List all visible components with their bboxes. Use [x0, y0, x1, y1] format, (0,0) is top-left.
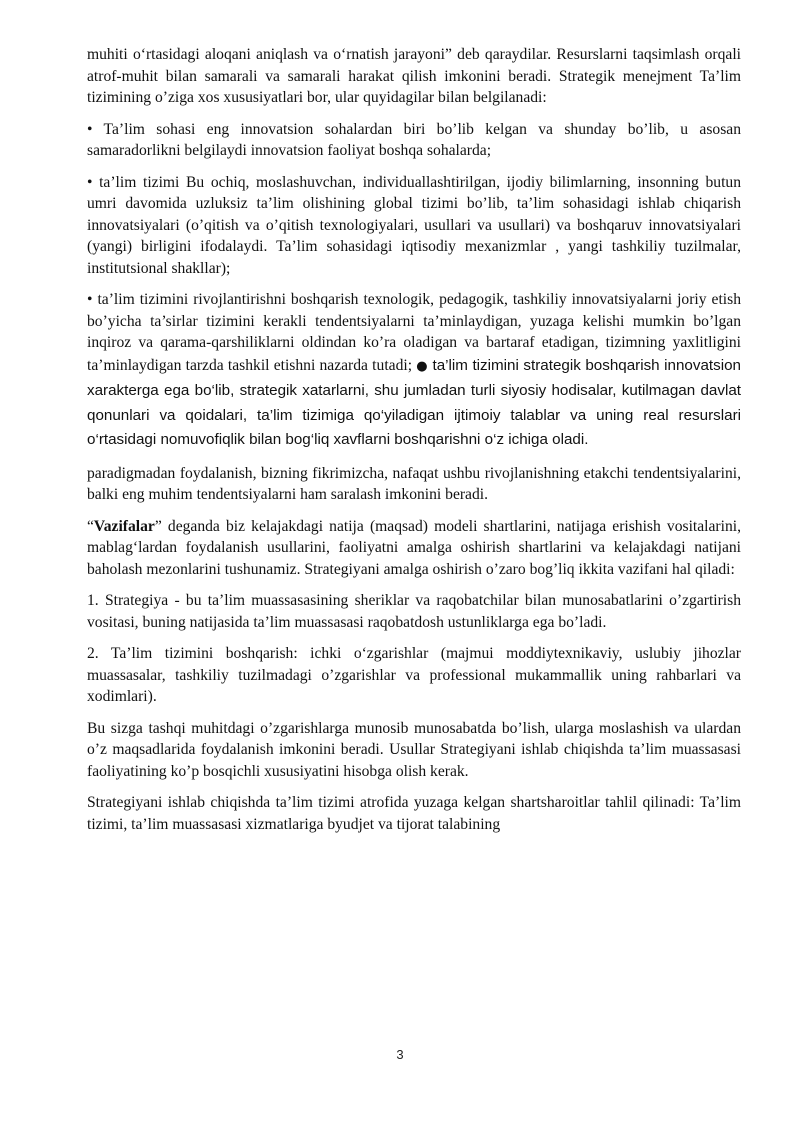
paragraph-analysis: Strategiyani ishlab chiqishda ta’lim tizimi atrofida yuzaga kelgan shartsharoitlar tahlil qilinadi: Ta’lim tizimi, ta’lim muassasasi xizmatlariga byudjet va tijorat talabining — [87, 794, 741, 833]
paragraph-intro: muhiti o‘rtasidagi aloqani aniqlash va o‘rnatish jarayoni” deb qaraydilar. Resurslarni taqsimlash orqali atrof-muhit bilan samarali va samarali harakat qilish imkonini beradi. Strategik menejment Ta’lim tizimining o’ziga xos xususiyatlari bor, ular quyidagilar bilan belgilanadi: — [87, 46, 741, 106]
paragraph-adaptation: Bu sizga tashqi muhitdagi o’zgarishlarga munosib munosabatda bo’lish, ularga moslashish va ulardan o’z maqsadlarida foydalanish imkonini beradi. Usullar Strategiyani ishlab chiqishda ta’lim muassasasi faoliyatining ko’p bosqichli xususiyatini hisobga olish kerak. — [87, 719, 741, 780]
bullet-item-3 — [87, 289, 741, 453]
bullet-item-1: • Ta’lim sohasi eng innovatsion sohalardan biri bo’lib kelgan va shunday bo’lib, u asosan samaradorlikni belgilaydi innovatsion faoliyat boshqa sohalarda; — [87, 120, 741, 159]
paragraph-paradigm: paradigmadan foydalanish, bizning fikrimizcha, nafaqat ushbu rivojlanishning etakchi tendentsiyalarini, balki eng muhim tendentsiyalarni ham saralash imkonini beradi. — [87, 464, 741, 503]
bullet-item-2: • ta’lim tizimi Bu ochiq, moslashuvchan, individuallashtirilgan, ijodiy bilimlarning, insonning butun umri davomida uzluksiz ta’lim olishining global tizimi bo’lib, ta’lim sohasidagi ishlab chiqarish innovatsiyalari (o’qitish va o’qitish texnologiyalari, usullari va usullari) va boshqaruv innovatsiyalari (yangi) birligini ifodalaydi. Ta’lim sohasidagi iqtisodiy mexanizmlar , yangi tashkiliy tuzilmalar, institutsional shakllar); — [87, 173, 741, 277]
paragraph-vazifalar — [87, 516, 741, 581]
page-number: 3 — [396, 1047, 404, 1062]
document-page — [87, 44, 741, 845]
open-quote: “ — [87, 517, 94, 535]
vazifalar-definition: deganda biz kelajakdagi natija (maqsad) modeli shartlarini, natijaga erishish vositalarini, mablag‘lardan foydalanish usullarini, faoliyatni amalga oshirish shartlarini va kelajakdagi natijani baholash mezonlarini tushunamiz. Strategiyani amalga oshirish o’zaro bog’liq ikkita vazifani hal qiladi: — [87, 517, 741, 578]
bullet-item-3-text: • ta’lim tizimini rivojlantirishni boshqarish texnologik, pedagogik, tashkiliy innovatsiyalarni joriy etish bo’yicha ta’sirlar tizimini kerakli tendentsiyalarni ta’minlaydigan, yuzaga kelishi mumkin bo’lgan inqiroz va qarama-qarshiliklarni oldindan ko’ra oladigan va bartaraf etadigan, tizimning yaxlitligini ta’minlaydigan tarzda tashkil etishni nazarda tutadi; — [87, 291, 741, 374]
bullet-marker: ● — [416, 358, 428, 374]
close-quote: ” — [154, 517, 162, 535]
numbered-item-1: 1. Strategiya - bu ta’lim muassasasining sheriklar va raqobatchilar bilan munosabatlarini o’zgartirish vositasi, buning natijasida ta’lim muassasasi raqobatdosh ustunliklarga ega bo’ladi. — [87, 592, 741, 631]
bullet-item-4-text: ta’lim tizimini strategik boshqarish innovatsion xarakterga ega bo‘lib, strategik xatarlarni, shu jumladan turli siyosiy hodisalar, kutilmagan davlat qonunlari va qoidalari, ta’lim tizimiga qo‘yiladigan ijtimoiy talablar va uning real resurslari o‘rtasidagi nomuvofiqlik bilan bog‘liq xavflarni boshqarishni o‘z ichiga oladi. — [87, 356, 742, 448]
numbered-item-2: 2. Ta’lim tizimini boshqarish: ichki o‘zgarishlar (majmui moddiytexnikaviy, uslubiy jihozlar muassasalar, tashkiliy tuzilmadagi o’zgarishlar va professional mukammallik uning rahbarlari va xodimlari). — [87, 645, 741, 705]
term-vazifalar: Vazifalar — [93, 517, 155, 535]
